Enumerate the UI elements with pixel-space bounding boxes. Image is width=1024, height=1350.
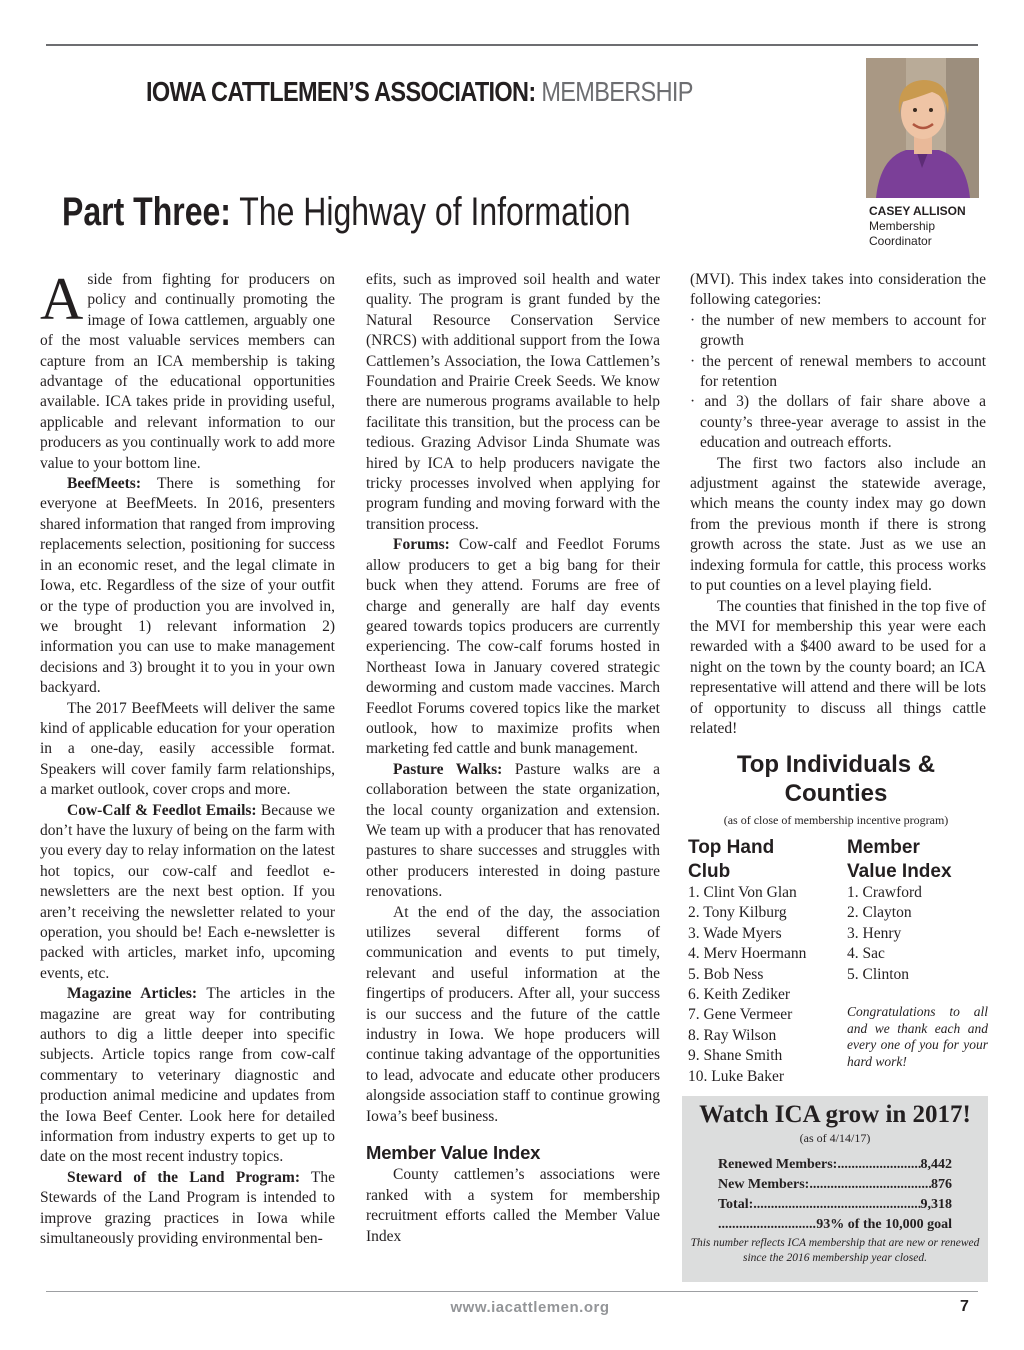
top-hand-heading-line2: Club bbox=[688, 861, 731, 882]
county-list bbox=[847, 883, 922, 985]
renewed-members-value: 8,442 bbox=[920, 1157, 952, 1172]
congratulations-note: Congratulations to all and we thank each and every one of you for your hard work! bbox=[847, 1004, 988, 1069]
author-role-line2: Coordinator bbox=[869, 234, 932, 248]
list-item: 5. Bob Ness bbox=[688, 965, 764, 983]
beefmeets-label: BeefMeets: bbox=[67, 475, 142, 493]
renewed-members-row bbox=[718, 1156, 952, 1174]
forums-label: Forums: bbox=[393, 536, 450, 554]
author-name: CASEY ALLISON bbox=[869, 204, 966, 218]
mvi-list-heading-line1: Member bbox=[847, 837, 920, 858]
pasture-label: Pasture Walks: bbox=[393, 760, 503, 778]
intro-text: side from fighting for producers on policy and continually promoting the image of Iowa cattlemen, arguably one of the most valuable services members can capture from an ICA membership is taking advantage of the educational opportunities available. ICA takes pride in providing useful, applicable and relevant information to our producers as you continually work to add more value to your bottom line. bbox=[40, 271, 335, 472]
author-caption bbox=[869, 204, 966, 249]
beefmeets-text: There is something for everyone at BeefMeets. In 2016, presenters shared information that ranged from improving replacements selection, positioning for success in an economic reset, and the legal climate in Iowa, etc. Regardless of the size of your outfit or the type of production you are involved in, we brought 1) relevant information 2) information you can use to make management decisions and 3) brought it to you in your own backyard. bbox=[40, 475, 335, 697]
top-individuals-block bbox=[686, 750, 986, 828]
list-item: 2. Tony Kilburg bbox=[688, 904, 787, 922]
top-hand-list bbox=[688, 883, 806, 1087]
list-item: 4. Sac bbox=[847, 945, 885, 963]
drop-cap: A bbox=[40, 266, 84, 332]
pasture-paragraph bbox=[366, 760, 660, 903]
goal-text: 93% of the 10,000 goal bbox=[816, 1217, 952, 1232]
magazine-paragraph bbox=[40, 984, 335, 1168]
growth-box bbox=[682, 1096, 988, 1282]
author-photo bbox=[866, 58, 979, 198]
emails-text: Because we don’t have the luxury of being on the farm with you every day to relay information on the latest hot topics, our cow-calf and feedlot e-newsletters are the next best option. If you aren’t receiving the newsletter related to your operation, you should be! Each e-newsletter is packed with articles, market info, upcoming events, etc. bbox=[40, 801, 336, 982]
new-members-value: 876 bbox=[931, 1177, 952, 1192]
article-title bbox=[62, 190, 631, 235]
adjustment-paragraph: The first two factors also include an adjustment against the statewide average, which means the county index may go down from the previous month if there is strong growth across the state. Just as we use an indexing formula for cattle, this process works to put counties on a level playing field. bbox=[690, 454, 986, 595]
total-members-row bbox=[718, 1196, 952, 1214]
steward-paragraph bbox=[40, 1168, 335, 1250]
mvi-bullet: · the number of new members to account for growth bbox=[690, 311, 986, 350]
steward-label: Steward of the Land Program: bbox=[67, 1168, 300, 1186]
forums-paragraph bbox=[366, 535, 660, 759]
header-org: IOWA CATTLEMEN’S ASSOCIATION: bbox=[146, 76, 536, 107]
top-rule bbox=[46, 44, 978, 46]
mvi-continued-paragraph: (MVI). This index takes into consideration the following categories: bbox=[690, 271, 986, 309]
list-item: 9. Shane Smith bbox=[688, 1047, 783, 1065]
list-item: 3. Wade Myers bbox=[688, 924, 782, 942]
top-hand-heading bbox=[688, 836, 774, 884]
magazine-label: Magazine Articles: bbox=[67, 985, 198, 1003]
list-item: 4. Merv Hoermann bbox=[688, 945, 807, 963]
pasture-text: Pasture walks are a collaboration between the state organization, the local county organization and extension. We team up with a producer that has renovated pastures to share successes and struggles with other producers interested in doing pasture renovations. bbox=[366, 760, 660, 901]
mvi-bullet: · the percent of renewal members to account for retention bbox=[690, 352, 986, 391]
renewed-members-label: Renewed Members: bbox=[718, 1157, 838, 1172]
mvi-list-heading bbox=[847, 836, 952, 884]
mvi-list-heading-line2: Value Index bbox=[847, 861, 952, 882]
list-item: 6. Keith Zediker bbox=[688, 986, 791, 1004]
new-members-label: New Members: bbox=[718, 1177, 810, 1192]
top-title-line1: Top Individuals & bbox=[736, 751, 936, 778]
article-column-3 bbox=[690, 270, 986, 739]
mvi-paragraph: County cattlemen’s associations were ranked with a system for membership recruitment efforts called the Member Value Index bbox=[366, 1166, 660, 1245]
beefmeets-2017-paragraph: The 2017 BeefMeets will deliver the same kind of applicable education for your operation in a one-day, easily accessible format. Speakers will cover family farm relationships, a market outlook, cover crops and more. bbox=[40, 699, 335, 799]
total-members-value: 9,318 bbox=[920, 1197, 952, 1212]
list-item: 8. Ray Wilson bbox=[688, 1026, 777, 1044]
list-item: 5. Clinton bbox=[847, 965, 910, 983]
list-item: 10. Luke Baker bbox=[688, 1067, 784, 1085]
mvi-bullet: · and 3) the dollars of fair share above a county’s three-year average to assist in the education and outreach efforts. bbox=[690, 393, 986, 452]
article-title-rest: The Highway of Information bbox=[239, 190, 631, 234]
article-title-lead: Part Three: bbox=[62, 190, 231, 234]
magazine-text: The articles in the magazine are great way for contributing authors to dig a little deeper into specific subjects. Article topics range from cow-calf commentary to veterinary diagnostic and production animal medicine and updates from the Iowa Beef Center. Look here for detailed information from industry experts to get up to date on the most recent industry topics. bbox=[40, 985, 336, 1166]
top-subtitle: (as of close of membership incentive program) bbox=[723, 813, 949, 827]
new-members-row bbox=[718, 1176, 952, 1194]
steward-text: The Stewards of the Land Program is intended to improve grazing practices in Iowa while simultaneously providing environmental ben- bbox=[40, 1168, 335, 1248]
growth-note: This number reflects ICA membership that are new or renewed since the 2016 membership year closed. bbox=[690, 1237, 980, 1264]
list-item: 2. Clayton bbox=[847, 904, 912, 922]
total-members-label: Total: bbox=[718, 1197, 754, 1212]
mvi-heading: Member Value Index bbox=[366, 1142, 541, 1164]
top-title-line2: Counties bbox=[784, 780, 888, 807]
author-portrait-image bbox=[866, 58, 979, 198]
author-role-line1: Membership bbox=[869, 219, 936, 233]
page-number: 7 bbox=[960, 1298, 969, 1315]
list-item: 7. Gene Vermeer bbox=[688, 1006, 793, 1024]
bottom-rule bbox=[46, 1291, 978, 1292]
section-header bbox=[146, 76, 693, 108]
closing-paragraph: At the end of the day, the association utilizes several different forms of communication and events to put timely, relevant and useful information at the fingertips of producers. After all, your success is our success and the future of the cattle industry in Iowa. We hope producers will continue taking advantage of the opportunities to lead, advocate and educate other producers alongside association staff to continue growing Iowa’s beef business. bbox=[366, 903, 660, 1125]
list-item: 3. Henry bbox=[847, 924, 902, 942]
award-paragraph: The counties that finished in the top five of the MVI for membership this year were each rewarded with a $400 award to be used for a night on the town by the county board; an ICA representative will attend and there will be lots of opportunity to discuss all things cattle related! bbox=[690, 597, 986, 737]
top-hand-heading-line1: Top Hand bbox=[688, 837, 775, 858]
header-section: MEMBERSHIP bbox=[541, 76, 693, 107]
goal-row bbox=[718, 1216, 952, 1234]
list-item: 1. Crawford bbox=[847, 884, 922, 901]
article-column-1 bbox=[40, 266, 336, 1250]
emails-paragraph bbox=[40, 801, 335, 985]
list-item: 1. Clint Von Glan bbox=[688, 884, 797, 901]
growth-date: (as of 4/14/17) bbox=[799, 1131, 871, 1145]
forums-text: Cow-calf and Feedlot Forums allow producers to get a big bang for their buck when they attend. Forums are free of charge and generally are half day events geared towards topics producers are currently experiencing. The cow-calf forums hosted in Northeast Iowa in January covered strategic deworming and custom made vaccines. March Feedlot Forums covered topics like the market outlook, how to maximize profits when marketing fed cattle and bunk management. bbox=[366, 536, 660, 758]
emails-label: Cow-Calf & Feedlot Emails: bbox=[67, 801, 257, 819]
footer-url: www.iacattlemen.org bbox=[450, 1299, 610, 1316]
beefmeets-paragraph bbox=[40, 474, 335, 698]
intro-paragraph bbox=[40, 266, 335, 474]
growth-title: Watch ICA grow in 2017! bbox=[699, 1101, 971, 1128]
article-column-2 bbox=[366, 270, 660, 1247]
steward-continued-paragraph: efits, such as improved soil health and water quality. The program is grant funded by the Natural Resource Conservation Service (NRCS) with additional support from the Iowa Cattlemen’s Association, the Iowa Cattlemen’s Foundation and Prairie Creek Seeds. We know there are numerous programs available to help facilitate this transition, but the process can be tedious. Grazing Advisor Linda Shumate was hired by ICA to help producers navigate the tricky processes involved when applying for program funding and moving forward with the transition process. bbox=[366, 271, 660, 533]
